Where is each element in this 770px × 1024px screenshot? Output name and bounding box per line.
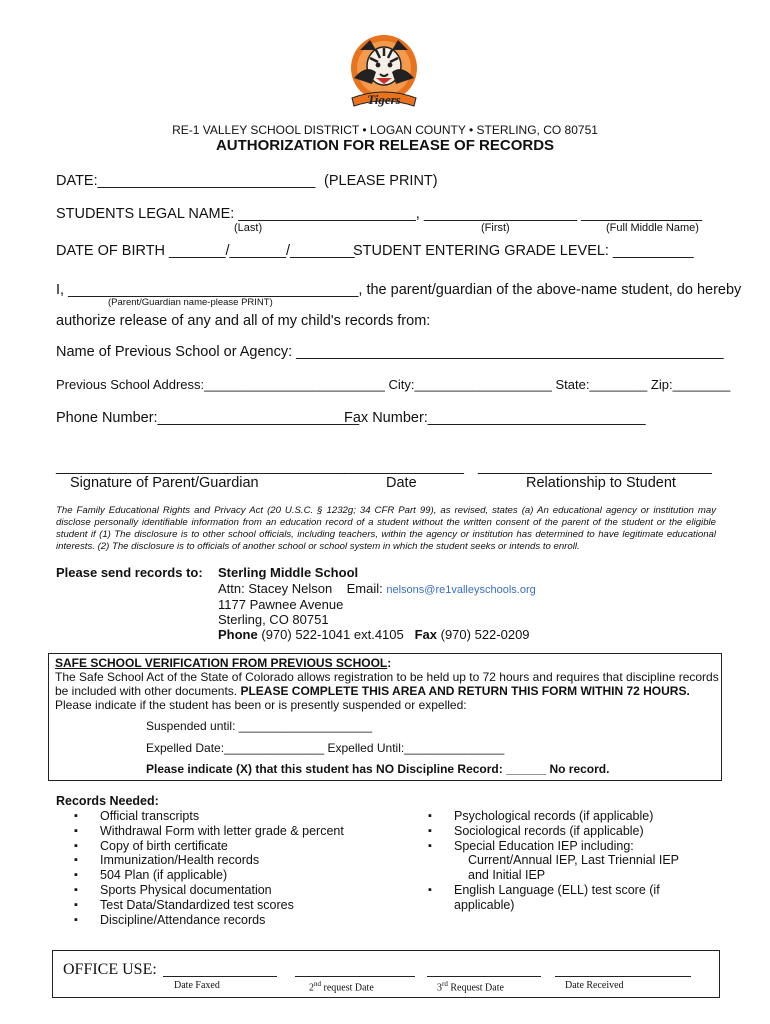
- send-phone-fax: [218, 627, 530, 642]
- safe-school-line2: [55, 684, 690, 698]
- first-name-hint: (First): [481, 222, 510, 234]
- records-needed-heading: Records Needed:: [56, 794, 159, 808]
- date-faxed-line[interactable]: [163, 976, 277, 977]
- fax-number-field[interactable]: Fax Number:___________________________: [344, 410, 646, 426]
- safe-school-line3: Please indicate if the student has been or is presently suspended or expelled:: [55, 698, 467, 712]
- relationship-line[interactable]: _____________________________: [478, 459, 712, 475]
- phone-number-field[interactable]: Phone Number:_________________________: [56, 410, 360, 426]
- list-item: and Initial IEP: [468, 868, 546, 883]
- no-discipline-record-field[interactable]: Please indicate (X) that this student has NO Discipline Record: ______ No record.: [146, 762, 610, 776]
- safe-school-line2a: be included with other documents.: [55, 684, 241, 698]
- second-sup: nd: [314, 980, 321, 988]
- second-rest: request Date: [321, 982, 374, 994]
- list-item: ▪ 504 Plan (if applicable): [74, 868, 344, 883]
- email-label: Email:: [346, 581, 383, 596]
- suspended-until-field[interactable]: Suspended until: ____________________: [146, 719, 373, 733]
- list-item: ▪ English Language (ELL) test score (if: [428, 883, 679, 898]
- email-link[interactable]: nelsons@re1valleyschools.org: [386, 584, 536, 596]
- district-line: RE-1 VALLEY SCHOOL DISTRICT • LOGAN COUNTY • STERLING, CO 80751: [172, 123, 598, 137]
- signature-date-label: Date: [386, 475, 417, 491]
- safe-school-heading-row: [55, 656, 391, 670]
- safe-school-colon: :: [387, 656, 392, 670]
- date-received-line[interactable]: [555, 976, 691, 977]
- third-num: 3: [437, 982, 442, 994]
- date-faxed-label: Date Faxed: [174, 980, 220, 991]
- previous-address-field[interactable]: Previous School Address:_________________________ City:___________________ State:________ Zip:________: [56, 377, 731, 392]
- list-item: ▪ Immunization/Health records: [74, 853, 344, 868]
- second-request-line[interactable]: [295, 976, 415, 977]
- safe-school-heading: SAFE SCHOOL VERIFICATION FROM PREVIOUS SCHOOL: [55, 656, 388, 670]
- send-city: Sterling, CO 80751: [218, 612, 329, 627]
- second-num: 2: [309, 982, 314, 994]
- third-sup: rd: [442, 980, 448, 988]
- send-attn: [218, 581, 536, 596]
- ferpa-notice: The Family Educational Rights and Privacy Act (20 U.S.C. § 1232g; 34 CFR Part 99), as revised, states (a) An educational agency or institution may disclose personally identifiable information from an education record of a student without the written consent of the parent of the student or the eligible student if (1) The disclosure is to other school officials, including teachers, within the agency or institution has determined to have legitimate educational interests. (2) The disclosure is to officials of another school or school system in which the student seeks or intends to enroll.: [56, 505, 716, 552]
- list-item: ▪ Withdrawal Form with letter grade & percent: [74, 824, 344, 839]
- send-records-label: Please send records to:: [56, 565, 203, 580]
- list-item: ▪ Test Data/Standardized test scores: [74, 898, 344, 913]
- relationship-label: Relationship to Student: [526, 475, 676, 491]
- list-item: ▪ Special Education IEP including:: [428, 839, 679, 854]
- last-name-hint: (Last): [234, 222, 263, 234]
- office-use-box: [52, 950, 720, 998]
- list-item: applicable): [454, 897, 515, 912]
- form-title: AUTHORIZATION FOR RELEASE OF RECORDS: [215, 137, 555, 154]
- safe-school-box: [48, 653, 722, 781]
- date-field[interactable]: DATE:___________________________: [56, 173, 316, 189]
- expelled-field[interactable]: Expelled Date:_______________ Expelled Until:_______________: [146, 741, 505, 755]
- signature-date-line[interactable]: _______________: [343, 459, 464, 475]
- records-list-left: [74, 809, 344, 927]
- list-item: ▪ Copy of birth certificate: [74, 839, 344, 854]
- office-use-label: OFFICE USE:: [63, 961, 157, 978]
- safe-school-line2b: PLEASE COMPLETE THIS AREA AND RETURN THIS FORM WITHIN 72 HOURS.: [240, 684, 690, 698]
- send-attn-name: Attn: Stacey Nelson: [218, 581, 333, 596]
- authorize-text: authorize release of any and all of my child's records from:: [56, 313, 431, 329]
- legal-name-field[interactable]: STUDENTS LEGAL NAME: ______________________, ___________________ _______________: [56, 206, 703, 222]
- please-print-note: (PLEASE PRINT): [324, 173, 438, 189]
- guardian-name-field[interactable]: I, ____________________________________, the parent/guardian of the above-name student, do hereby: [56, 282, 742, 298]
- records-list-right: [428, 809, 679, 913]
- list-item: ▪ Sociological records (if applicable): [428, 824, 679, 839]
- signature-label: Signature of Parent/Guardian: [70, 475, 259, 491]
- school-logo: [346, 28, 422, 114]
- send-street: 1177 Pawnee Avenue: [218, 597, 344, 612]
- fax-value: (970) 522-0209: [440, 627, 530, 642]
- grade-level-field[interactable]: STUDENT ENTERING GRADE LEVEL: __________: [353, 243, 694, 259]
- list-item: ▪ Psychological records (if applicable): [428, 809, 679, 824]
- logo-text: Tigers: [367, 92, 401, 107]
- fax-label: Fax: [414, 627, 437, 642]
- safe-school-line1: The Safe School Act of the State of Colorado allows registration to be held up to 72 hours and requires that discipline records: [55, 670, 719, 684]
- previous-school-field[interactable]: Name of Previous School or Agency: _____________________________________________________: [56, 344, 724, 360]
- date-received-label: Date Received: [565, 980, 624, 991]
- third-rest: Request Date: [447, 982, 504, 994]
- middle-name-hint: (Full Middle Name): [606, 222, 699, 234]
- tiger-logo-icon: [346, 28, 422, 114]
- third-request-line[interactable]: [427, 976, 541, 977]
- phone-value: (970) 522-1041 ext.4105: [261, 627, 404, 642]
- guardian-name-hint: (Parent/Guardian name-please PRINT): [108, 297, 273, 308]
- second-request-label: [309, 980, 374, 993]
- list-item: ▪ Sports Physical documentation: [74, 883, 344, 898]
- send-school-name: Sterling Middle School: [218, 565, 359, 580]
- list-item: Current/Annual IEP, Last Triennial IEP: [468, 853, 679, 868]
- third-request-label: [437, 980, 504, 993]
- dob-field[interactable]: DATE OF BIRTH _______/_______/________: [56, 243, 355, 259]
- list-item: ▪ Official transcripts: [74, 809, 344, 824]
- list-item: ▪ Discipline/Attendance records: [74, 913, 344, 928]
- signature-line[interactable]: ____________________________________: [56, 459, 347, 475]
- phone-label: Phone: [218, 627, 258, 642]
